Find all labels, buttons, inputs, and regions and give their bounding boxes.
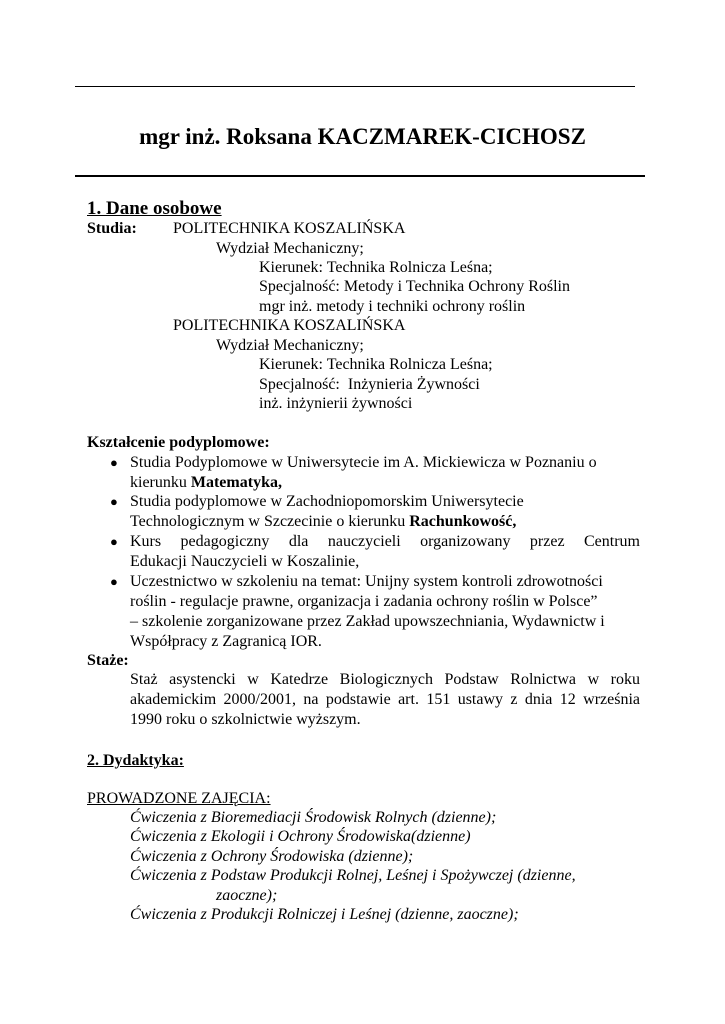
class-item-2: Ćwiczenia z Ekologii i Ochrony Środowiska(dzienne) (130, 828, 471, 845)
postgrad-item-3-line1: Kurs pedagogiczny dla nauczycieli organizowany przez Centrum (130, 533, 640, 550)
postgrad-item-1-line1: Studia Podyplomowe w Uniwersytecie im A. Mickiewicza w Poznaniu o (130, 454, 597, 471)
staze-label: Staże: (87, 652, 129, 669)
postgrad-item-2-line1: Studia podyplomowe w Zachodniopomorskim Uniwersytecie (130, 493, 524, 510)
postgrad-item-4-line4: Współpracy z Zagranicą IOR. (130, 633, 322, 650)
page-title: mgr inż. Roksana KACZMAREK-CICHOSZ (139, 124, 586, 149)
postgrad-item-3-line2: Edukacji Nauczycieli w Koszalinie, (130, 553, 360, 570)
bullet-icon: ● (110, 494, 118, 509)
class-item-4-cont: zaoczne); (216, 887, 278, 904)
postgrad-item-1 (130, 453, 640, 493)
study-1-faculty: Wydział Mechaniczny; (216, 240, 364, 257)
postgrad-item-3 (130, 532, 640, 572)
postgrad-item-2-line2 (130, 512, 640, 532)
postgrad-item-2 (130, 492, 640, 532)
study-2-degree: inż. inżynierii żywności (259, 395, 413, 412)
staze-line3: 1990 roku o szkolnictwie wyższym. (130, 711, 361, 728)
postgrad-item-1-line2 (130, 473, 640, 493)
postgrad-item-2-field: Rachunkowość, (409, 513, 517, 530)
postgrad-item-4 (130, 572, 640, 652)
class-item-1: Ćwiczenia z Bioremediacji Środowisk Rolnych (dzienne); (130, 809, 497, 826)
section-heading-personal-data: 1. Dane osobowe (87, 198, 222, 219)
postgrad-item-4-line1: Uczestnictwo w szkoleniu na temat: Unijny system kontroli zdrowotności (130, 573, 603, 590)
study-2-specialty: Specjalność: Inżynieria Żywności (259, 376, 480, 393)
study-2-field: Kierunek: Technika Rolnicza Leśna; (259, 356, 493, 373)
postgrad-item-4-line2: roślin - regulacje prawne, organizacja i zadania ochrony roślin w Polsce” (130, 593, 598, 610)
staze-paragraph (130, 670, 640, 730)
bullet-icon: ● (110, 574, 118, 589)
studia-label: Studia: (87, 220, 137, 237)
study-1-field: Kierunek: Technika Rolnicza Leśna; (259, 259, 493, 276)
top-rule (75, 86, 635, 87)
staze-line1: Staż asystencki w Katedrze Biologicznych Podstaw Rolnictwa w roku (130, 671, 640, 688)
study-1-specialty: Specjalność: Metody i Technika Ochrony Roślin (259, 278, 570, 295)
postgrad-item-4-line3: – szkolenie zorganizowane przez Zakład upowszechniania, Wydawnictw i (130, 613, 605, 630)
postgrad-item-2-text: Technologicznym w Szczecinie o kierunku (130, 513, 410, 530)
bullet-icon: ● (110, 455, 118, 470)
postgrad-item-1-text: kierunku (130, 474, 191, 491)
staze-line2: akademickim 2000/2001, na podstawie art. 151 ustawy z dnia 12 września (130, 691, 640, 708)
section-heading-teaching: 2. Dydaktyka: (87, 752, 184, 769)
class-item-3: Ćwiczenia z Ochrony Środowiska (dzienne); (130, 848, 414, 865)
study-1-degree: mgr inż. metody i techniki ochrony roślin (259, 298, 526, 315)
study-1-university: POLITECHNIKA KOSZALIŃSKA (173, 220, 406, 237)
postgrad-label: Kształcenie podyplomowe: (87, 434, 270, 451)
bullet-icon: ● (110, 534, 118, 549)
study-2-university: POLITECHNIKA KOSZALIŃSKA (173, 317, 406, 334)
title-underline-rule (75, 175, 645, 177)
classes-label: PROWADZONE ZAJĘCIA: (87, 790, 271, 807)
class-item-5: Ćwiczenia z Produkcji Rolniczej i Leśnej (dzienne, zaoczne); (130, 906, 519, 923)
study-2-faculty: Wydział Mechaniczny; (216, 337, 364, 354)
postgrad-item-1-field: Matematyka, (190, 474, 282, 491)
class-item-4: Ćwiczenia z Podstaw Produkcji Rolnej, Leśnej i Spożywczej (dzienne, (130, 867, 576, 884)
